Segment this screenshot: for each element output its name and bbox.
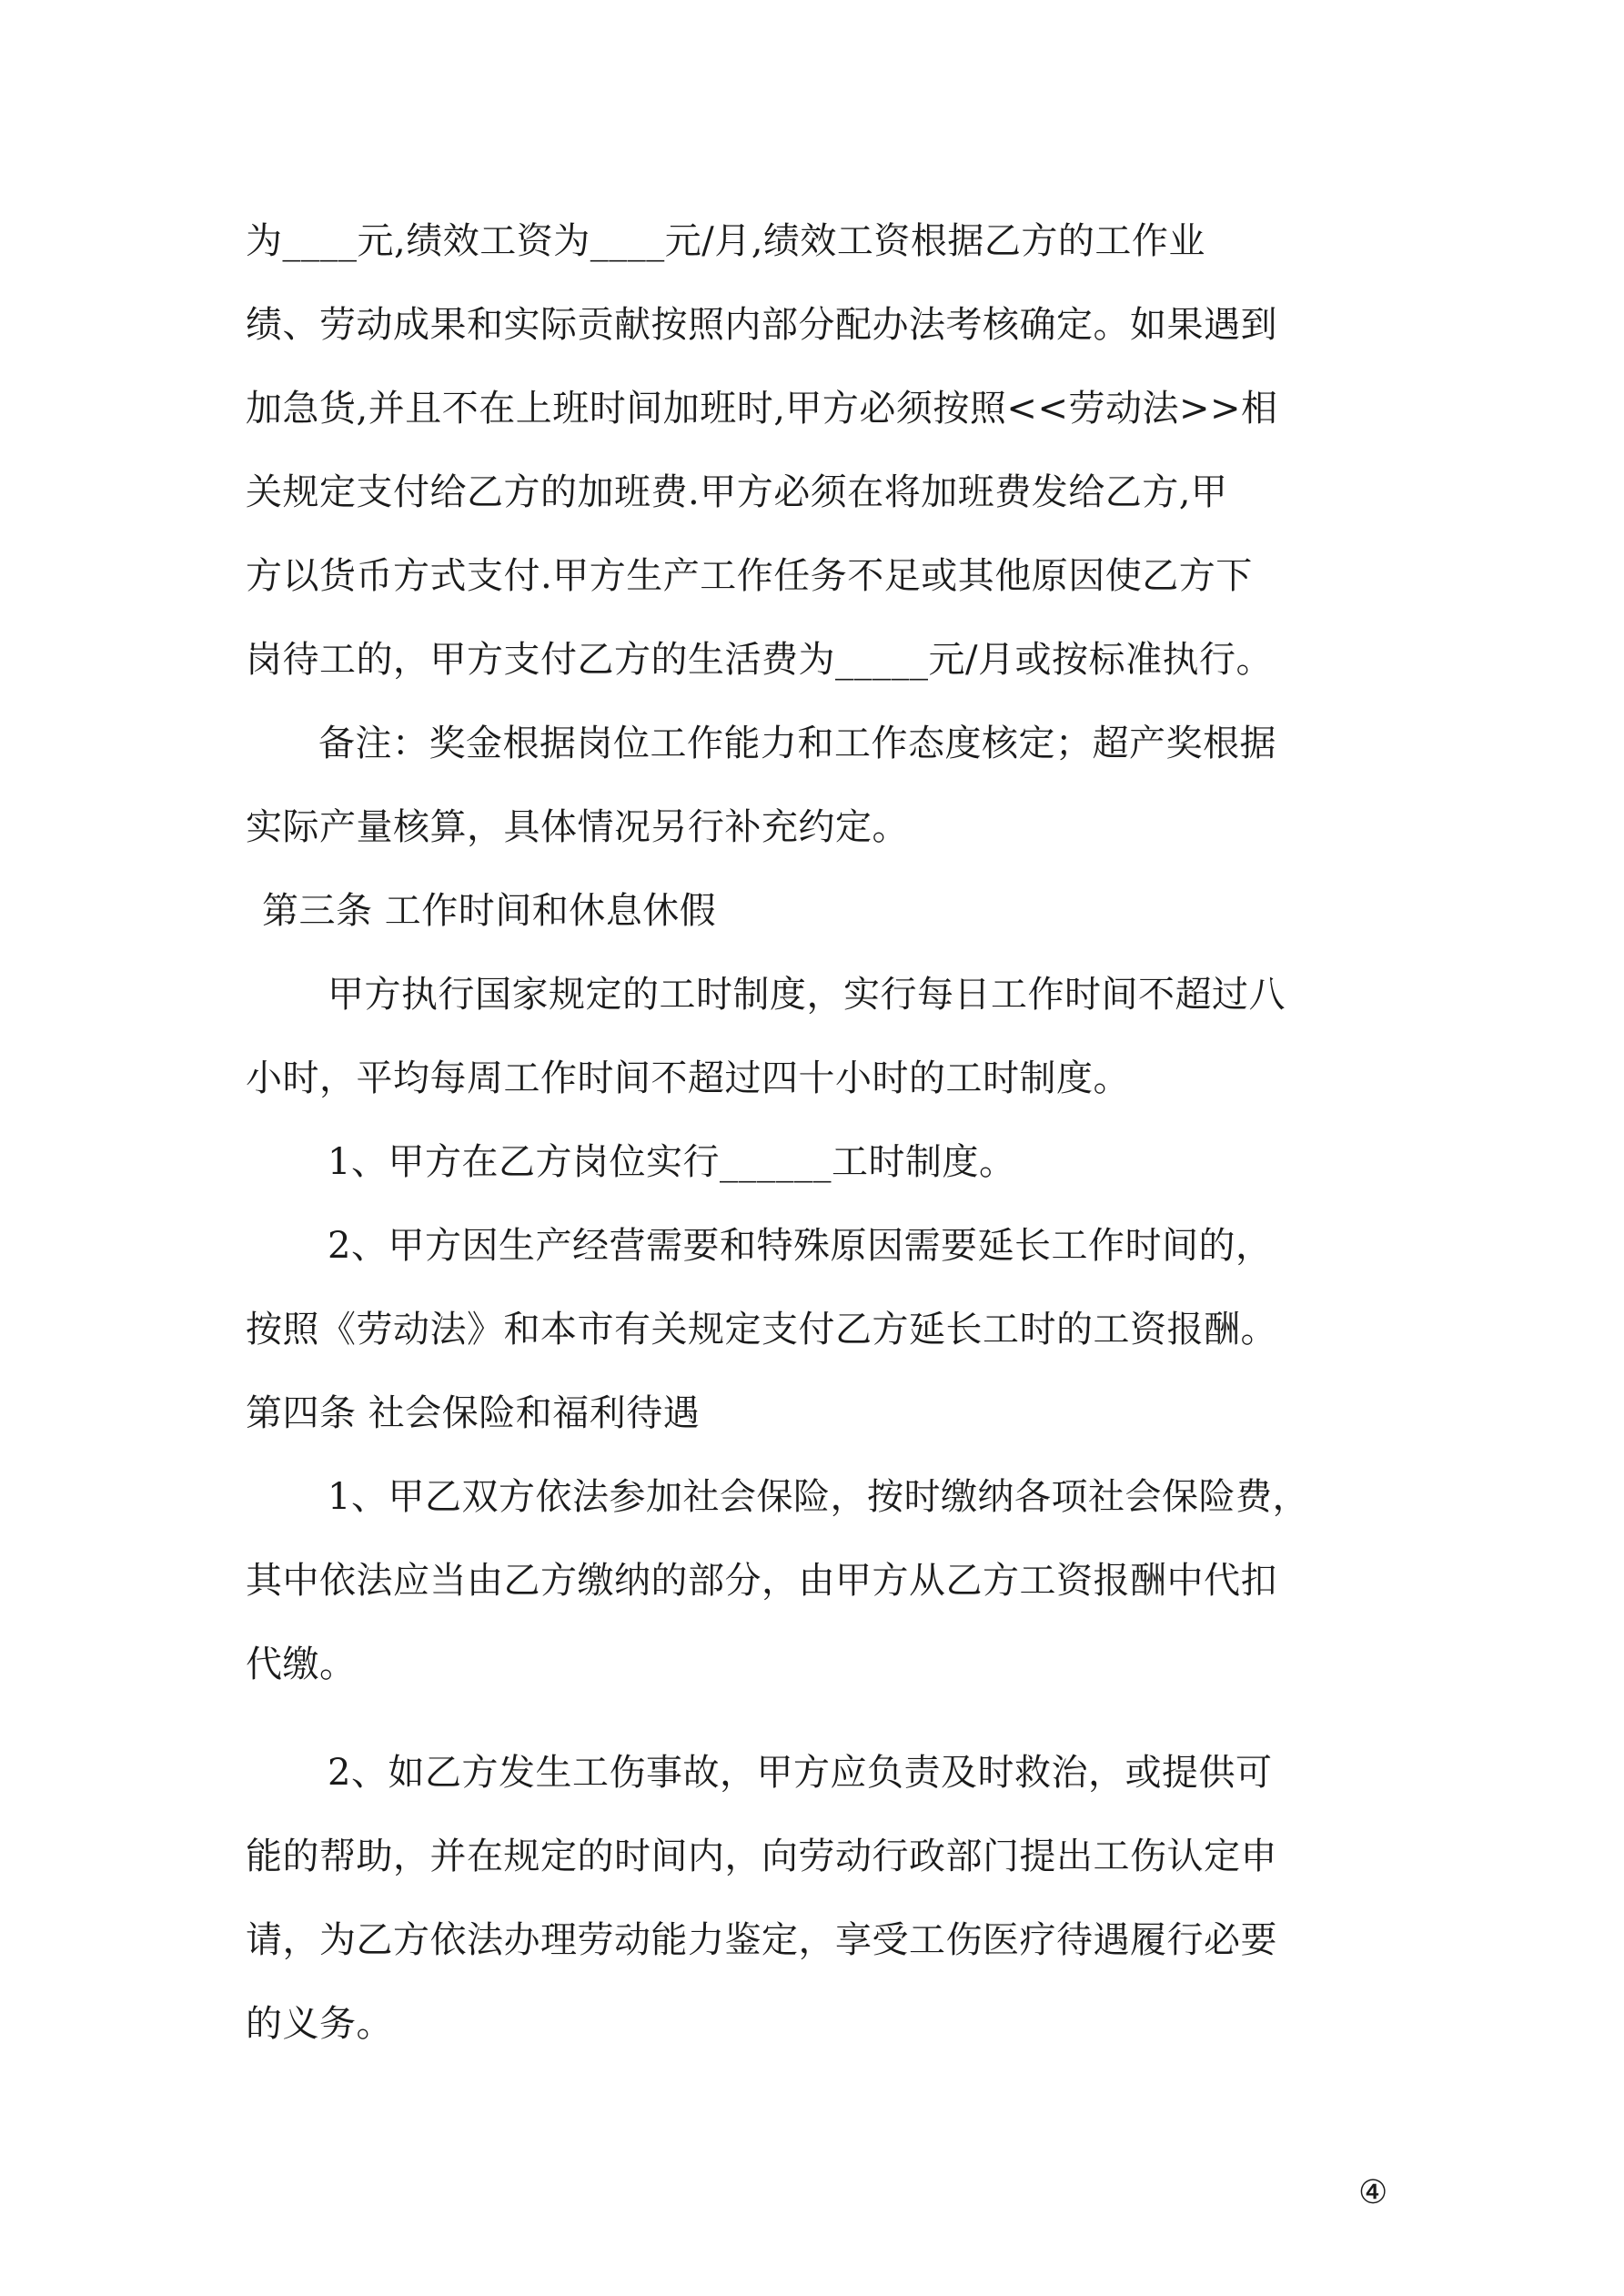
section-heading: 第四条 社会保险和福利待遇 [246,1392,701,1434]
text-line: 代缴。 [246,1644,357,1685]
text-line: 1、甲乙双方依法参加社会保险，按时缴纳各项社会保险费， [328,1476,1309,1518]
text-line: 2、如乙方发生工伤事故，甲方应负责及时救治，或提供可 [328,1752,1273,1794]
text-line: 的义务。 [246,2003,393,2045]
text-line: 按照《劳动法》和本市有关规定支付乙方延长工时的工资报酬。 [246,1309,1277,1350]
text-line: 能的帮助，并在规定的时间内，向劳动行政部门提出工伤认定申 [246,1836,1277,1877]
text-line: 加急货,并且不在上班时间加班时,甲方必须按照<<劳动法>>相 [246,388,1278,430]
text-line: 2、甲方因生产经营需要和特殊原因需要延长工作时间的， [328,1225,1273,1267]
text-line: 为____元,绩效工资为____元/月,绩效工资根据乙方的工作业 [246,220,1205,262]
text-line: 小时，平均每周工作时间不超过四十小时的工时制度。 [246,1057,1130,1099]
text-line: 请，为乙方依法办理劳动能力鉴定，享受工伤医疗待遇履行必要 [246,1919,1277,1961]
section-heading: 第三条 工作时间和休息休假 [262,890,717,932]
text-line: 岗待工的，甲方支付乙方的生活费为_____元/月或按标准执行。 [246,639,1273,681]
text-line: 绩、劳动成果和实际贡献按照内部分配办法考核确定。如果遇到 [246,304,1277,346]
text-line: 关规定支付给乙方的加班费.甲方必须在将加班费发给乙方,甲 [246,471,1228,513]
text-line: 方以货币方式支付.甲方生产工作任务不足或其他原因使乙方下 [246,555,1253,597]
text-line: 甲方执行国家规定的工时制度，实行每日工作时间不超过八 [328,974,1286,1016]
page-number: ④ [1358,2174,1388,2211]
text-line: 实际产量核算，具体情况另行补充约定。 [246,806,909,848]
text-line: 1、甲方在乙方岗位实行______工时制度。 [328,1141,1016,1183]
text-line: 备注：奖金根据岗位工作能力和工作态度核定；超产奖根据 [318,723,1276,764]
text-line: 其中依法应当由乙方缴纳的部分，由甲方从乙方工资报酬中代扣 [246,1560,1277,1602]
